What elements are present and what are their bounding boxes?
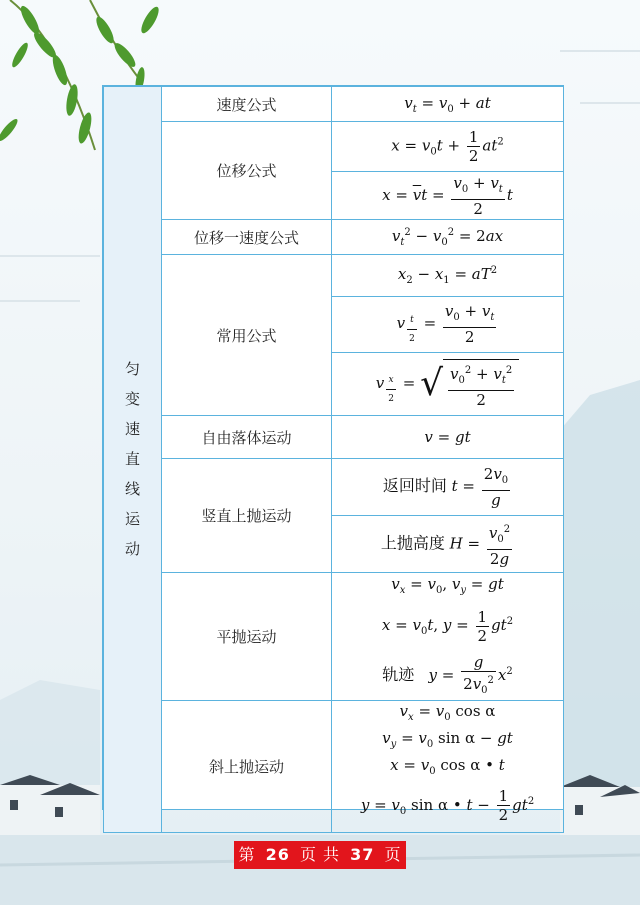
total-pages: 37 — [350, 845, 375, 864]
formula-common-2: v $_{\frac{t}{2}}$ = $\frac{v_0 + v_t}{2}$ — [332, 297, 564, 353]
page-prefix: 第 — [238, 845, 256, 864]
formula-common-1: $x_2 - x_1 = aT^2$ — [332, 255, 564, 297]
formula-displacement-2: $x = \overline{v}t$ = $\frac{v_0 + v_t}{2}$ t — [332, 172, 564, 220]
formula-oblique: $v_x = v_0$ cos α $v_y = v_0$ sin α − gt $x = v_0$ cos α • t $y = v_0$ sin α • t − $\frac{1}{2}$ $gt^2$ — [332, 700, 564, 832]
side-char: 运 — [124, 510, 140, 529]
formula-disp-velocity: $v_t^2 - v_0^2 = 2ax$ — [332, 220, 564, 255]
side-char: 变 — [124, 390, 140, 409]
formula-projectile: $v_x = v_0$, $v_y$ = gt $x = v_0t$, y = $\frac{1}{2}$ $gt^2$ 轨迹 y = $\frac{g}{2v_0^2}$ $x^2$ — [332, 573, 564, 701]
side-title — [104, 87, 162, 833]
table-row — [104, 459, 564, 516]
table-row — [104, 573, 564, 701]
formula-return-time: 返回时间 t = $\frac{2v_0}{g}$ — [332, 459, 564, 516]
row-name-disp-velocity: 位移一速度公式 — [162, 220, 332, 255]
formula-sheet — [102, 85, 564, 824]
max-height-label: 上抛高度 — [380, 533, 445, 552]
return-time-label: 返回时间 — [382, 476, 447, 495]
table-row — [104, 122, 564, 172]
row-name-free-fall: 自由落体运动 — [162, 416, 332, 459]
table-row — [104, 87, 564, 122]
row-name-displacement: 位移公式 — [162, 122, 332, 220]
page-number-badge — [234, 841, 406, 869]
formula-max-height: 上抛高度 H = $\frac{v_0^2}{2g}$ — [332, 516, 564, 573]
formula-velocity: $v_t = v_0$ + at — [332, 87, 564, 122]
table-row — [104, 220, 564, 255]
side-char: 动 — [124, 540, 140, 559]
table-row — [104, 255, 564, 297]
page-suffix: 页 — [384, 845, 402, 864]
row-name-velocity: 速度公式 — [162, 87, 332, 122]
side-char: 匀 — [124, 360, 140, 379]
formula-common-3: v $_{\frac{x}{2}}$ = √ $\frac{v_0^2 + v_t^2}{2}$ — [332, 353, 564, 416]
side-char: 线 — [124, 480, 140, 499]
formula-table — [103, 86, 564, 833]
table-row — [104, 416, 564, 459]
row-name-oblique: 斜上抛运动 — [162, 700, 332, 832]
side-char: 速 — [124, 420, 140, 439]
page-middle: 页 共 — [299, 845, 341, 864]
row-name-projectile: 平抛运动 — [162, 573, 332, 701]
current-page: 26 — [265, 845, 290, 864]
formula-displacement-1: $x = v_0t$ + $\frac{1}{2}$ $at^2$ — [332, 122, 564, 172]
side-char: 直 — [124, 450, 140, 469]
formula-free-fall: v = gt — [332, 416, 564, 459]
row-name-common: 常用公式 — [162, 255, 332, 416]
row-name-vertical-throw: 竖直上抛运动 — [162, 459, 332, 573]
trajectory-label: 轨迹 — [382, 665, 415, 684]
table-row — [104, 700, 564, 832]
